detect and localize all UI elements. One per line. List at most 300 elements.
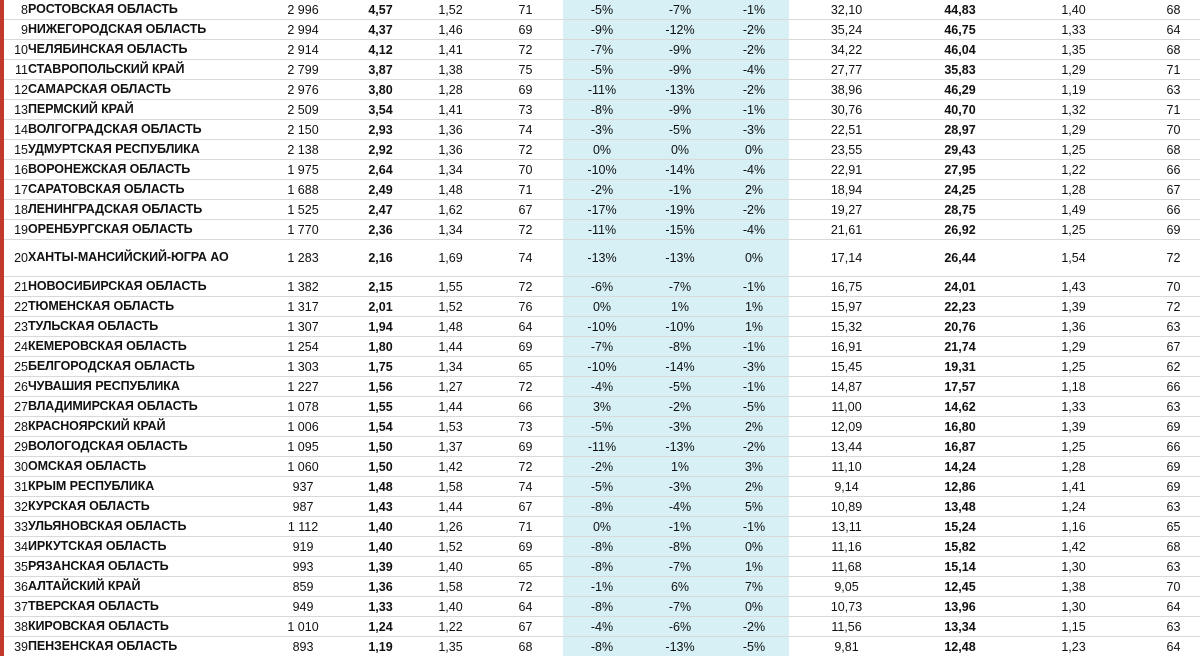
cell-value-6: 24,01 xyxy=(904,277,1016,297)
cell-rank: 26 xyxy=(0,377,28,397)
cell-region: ОМСКАЯ ОБЛАСТЬ xyxy=(28,457,258,477)
cell-percent-3: -1% xyxy=(719,277,789,297)
table-row[interactable] xyxy=(0,40,1200,60)
cell-value-8: 69 xyxy=(1131,457,1200,477)
cell-value-1: 1 307 xyxy=(258,317,348,337)
cell-value-8: 67 xyxy=(1131,180,1200,200)
cell-value-8: 63 xyxy=(1131,397,1200,417)
cell-value-4: 74 xyxy=(488,477,563,497)
cell-value-1: 2 996 xyxy=(258,0,348,20)
cell-percent-3: -1% xyxy=(719,100,789,120)
cell-value-5: 13,44 xyxy=(789,437,904,457)
cell-value-7: 1,42 xyxy=(1016,537,1131,557)
table-row[interactable] xyxy=(0,417,1200,437)
cell-percent-3: -1% xyxy=(719,517,789,537)
cell-value-6: 13,48 xyxy=(904,497,1016,517)
cell-rank: 29 xyxy=(0,437,28,457)
cell-value-5: 13,11 xyxy=(789,517,904,537)
cell-value-5: 11,56 xyxy=(789,617,904,637)
cell-value-4: 72 xyxy=(488,40,563,60)
cell-percent-3: 2% xyxy=(719,417,789,437)
cell-rank: 32 xyxy=(0,497,28,517)
cell-value-4: 75 xyxy=(488,60,563,80)
cell-value-4: 72 xyxy=(488,220,563,240)
cell-value-7: 1,29 xyxy=(1016,120,1131,140)
cell-region: ЧЕЛЯБИНСКАЯ ОБЛАСТЬ xyxy=(28,40,258,60)
cell-value-2: 3,80 xyxy=(348,80,413,100)
cell-value-3: 1,46 xyxy=(413,20,488,40)
cell-region: КРЫМ РЕСПУБЛИКА xyxy=(28,477,258,497)
cell-value-2: 2,92 xyxy=(348,140,413,160)
cell-value-2: 1,43 xyxy=(348,497,413,517)
cell-rank: 17 xyxy=(0,180,28,200)
cell-value-8: 70 xyxy=(1131,277,1200,297)
cell-percent-1: -8% xyxy=(563,637,641,656)
table-row[interactable] xyxy=(0,577,1200,597)
cell-value-1: 1 060 xyxy=(258,457,348,477)
cell-percent-2: 1% xyxy=(641,297,719,317)
cell-percent-3: -3% xyxy=(719,120,789,140)
cell-value-7: 1,15 xyxy=(1016,617,1131,637)
cell-region: РЯЗАНСКАЯ ОБЛАСТЬ xyxy=(28,557,258,577)
cell-value-2: 1,40 xyxy=(348,537,413,557)
cell-value-4: 69 xyxy=(488,437,563,457)
cell-value-7: 1,40 xyxy=(1016,0,1131,20)
cell-percent-2: -9% xyxy=(641,60,719,80)
cell-percent-3: 0% xyxy=(719,240,789,277)
table-row[interactable] xyxy=(0,140,1200,160)
cell-region: РОСТОВСКАЯ ОБЛАСТЬ xyxy=(28,0,258,20)
cell-percent-3: -2% xyxy=(719,200,789,220)
cell-value-2: 1,55 xyxy=(348,397,413,417)
cell-value-3: 1,36 xyxy=(413,140,488,160)
cell-value-4: 68 xyxy=(488,637,563,656)
cell-value-5: 11,00 xyxy=(789,397,904,417)
cell-value-6: 12,86 xyxy=(904,477,1016,497)
cell-value-8: 64 xyxy=(1131,20,1200,40)
cell-value-6: 13,34 xyxy=(904,617,1016,637)
cell-region: ТВЕРСКАЯ ОБЛАСТЬ xyxy=(28,597,258,617)
cell-value-5: 23,55 xyxy=(789,140,904,160)
cell-value-5: 15,45 xyxy=(789,357,904,377)
cell-value-3: 1,44 xyxy=(413,497,488,517)
cell-value-5: 16,75 xyxy=(789,277,904,297)
cell-value-3: 1,52 xyxy=(413,0,488,20)
table-row[interactable] xyxy=(0,240,1200,277)
cell-value-8: 72 xyxy=(1131,297,1200,317)
cell-value-1: 2 994 xyxy=(258,20,348,40)
cell-value-3: 1,42 xyxy=(413,457,488,477)
cell-percent-2: -12% xyxy=(641,20,719,40)
cell-percent-3: 7% xyxy=(719,577,789,597)
cell-value-4: 66 xyxy=(488,397,563,417)
cell-value-3: 1,34 xyxy=(413,220,488,240)
cell-percent-1: -10% xyxy=(563,357,641,377)
cell-region: ПЕНЗЕНСКАЯ ОБЛАСТЬ xyxy=(28,637,258,656)
cell-rank: 38 xyxy=(0,617,28,637)
cell-region: САМАРСКАЯ ОБЛАСТЬ xyxy=(28,80,258,100)
cell-value-6: 16,87 xyxy=(904,437,1016,457)
cell-value-8: 63 xyxy=(1131,617,1200,637)
cell-value-2: 1,24 xyxy=(348,617,413,637)
cell-region: ВЛАДИМИРСКАЯ ОБЛАСТЬ xyxy=(28,397,258,417)
cell-percent-2: -15% xyxy=(641,220,719,240)
cell-value-5: 12,09 xyxy=(789,417,904,437)
cell-value-3: 1,58 xyxy=(413,477,488,497)
cell-rank: 21 xyxy=(0,277,28,297)
cell-rank: 35 xyxy=(0,557,28,577)
cell-value-7: 1,32 xyxy=(1016,100,1131,120)
cell-value-5: 34,22 xyxy=(789,40,904,60)
cell-value-4: 74 xyxy=(488,120,563,140)
cell-value-7: 1,25 xyxy=(1016,437,1131,457)
cell-value-1: 987 xyxy=(258,497,348,517)
cell-percent-1: -3% xyxy=(563,120,641,140)
cell-value-7: 1,25 xyxy=(1016,357,1131,377)
cell-percent-2: -14% xyxy=(641,357,719,377)
cell-value-6: 46,29 xyxy=(904,80,1016,100)
cell-value-3: 1,44 xyxy=(413,337,488,357)
cell-region: ИРКУТСКАЯ ОБЛАСТЬ xyxy=(28,537,258,557)
cell-value-7: 1,30 xyxy=(1016,597,1131,617)
cell-value-2: 2,64 xyxy=(348,160,413,180)
table-row[interactable] xyxy=(0,80,1200,100)
cell-percent-2: -19% xyxy=(641,200,719,220)
cell-region: КЕМЕРОВСКАЯ ОБЛАСТЬ xyxy=(28,337,258,357)
cell-value-8: 64 xyxy=(1131,597,1200,617)
cell-value-2: 3,87 xyxy=(348,60,413,80)
cell-rank: 27 xyxy=(0,397,28,417)
cell-rank: 33 xyxy=(0,517,28,537)
cell-rank: 13 xyxy=(0,100,28,120)
cell-percent-3: -4% xyxy=(719,160,789,180)
cell-value-8: 69 xyxy=(1131,477,1200,497)
cell-rank: 23 xyxy=(0,317,28,337)
cell-percent-1: -8% xyxy=(563,537,641,557)
cell-value-4: 72 xyxy=(488,377,563,397)
cell-percent-3: 1% xyxy=(719,317,789,337)
cell-value-2: 4,37 xyxy=(348,20,413,40)
cell-value-7: 1,33 xyxy=(1016,397,1131,417)
cell-value-4: 72 xyxy=(488,457,563,477)
cell-value-3: 1,55 xyxy=(413,277,488,297)
cell-percent-2: 6% xyxy=(641,577,719,597)
cell-region: УДМУРТСКАЯ РЕСПУБЛИКА xyxy=(28,140,258,160)
cell-value-8: 68 xyxy=(1131,0,1200,20)
cell-value-4: 73 xyxy=(488,417,563,437)
table-row[interactable] xyxy=(0,437,1200,457)
cell-value-7: 1,39 xyxy=(1016,297,1131,317)
cell-percent-1: -8% xyxy=(563,497,641,517)
cell-value-1: 2 138 xyxy=(258,140,348,160)
cell-value-4: 69 xyxy=(488,80,563,100)
cell-rank: 15 xyxy=(0,140,28,160)
cell-value-6: 14,62 xyxy=(904,397,1016,417)
cell-percent-3: 2% xyxy=(719,180,789,200)
cell-value-5: 21,61 xyxy=(789,220,904,240)
table-row[interactable] xyxy=(0,357,1200,377)
cell-value-7: 1,16 xyxy=(1016,517,1131,537)
table-row[interactable] xyxy=(0,477,1200,497)
cell-value-2: 1,50 xyxy=(348,437,413,457)
cell-value-3: 1,44 xyxy=(413,397,488,417)
cell-value-3: 1,34 xyxy=(413,160,488,180)
cell-percent-3: 2% xyxy=(719,477,789,497)
cell-value-6: 46,75 xyxy=(904,20,1016,40)
cell-value-2: 4,57 xyxy=(348,0,413,20)
cell-value-7: 1,43 xyxy=(1016,277,1131,297)
cell-region: САРАТОВСКАЯ ОБЛАСТЬ xyxy=(28,180,258,200)
cell-value-5: 11,68 xyxy=(789,557,904,577)
cell-value-8: 66 xyxy=(1131,160,1200,180)
cell-percent-3: 0% xyxy=(719,140,789,160)
cell-value-7: 1,33 xyxy=(1016,20,1131,40)
cell-value-5: 22,51 xyxy=(789,120,904,140)
table-row[interactable] xyxy=(0,457,1200,477)
cell-percent-2: 0% xyxy=(641,140,719,160)
table-row[interactable] xyxy=(0,617,1200,637)
table-row[interactable] xyxy=(0,277,1200,297)
cell-value-1: 1 095 xyxy=(258,437,348,457)
cell-value-3: 1,22 xyxy=(413,617,488,637)
cell-rank: 22 xyxy=(0,297,28,317)
cell-value-6: 16,80 xyxy=(904,417,1016,437)
cell-rank: 20 xyxy=(0,240,28,277)
cell-value-6: 12,48 xyxy=(904,637,1016,656)
cell-value-3: 1,48 xyxy=(413,180,488,200)
cell-value-8: 66 xyxy=(1131,377,1200,397)
cell-value-2: 2,49 xyxy=(348,180,413,200)
cell-percent-1: 0% xyxy=(563,297,641,317)
cell-percent-3: 1% xyxy=(719,557,789,577)
cell-percent-3: 1% xyxy=(719,297,789,317)
cell-value-6: 28,97 xyxy=(904,120,1016,140)
cell-value-7: 1,54 xyxy=(1016,240,1131,277)
cell-value-1: 2 150 xyxy=(258,120,348,140)
cell-percent-2: -6% xyxy=(641,617,719,637)
cell-value-5: 19,27 xyxy=(789,200,904,220)
cell-value-3: 1,48 xyxy=(413,317,488,337)
cell-percent-2: -10% xyxy=(641,317,719,337)
cell-value-8: 67 xyxy=(1131,337,1200,357)
cell-value-5: 18,94 xyxy=(789,180,904,200)
cell-region: ВОЛГОГРАДСКАЯ ОБЛАСТЬ xyxy=(28,120,258,140)
cell-value-7: 1,49 xyxy=(1016,200,1131,220)
cell-rank: 9 xyxy=(0,20,28,40)
cell-region: НОВОСИБИРСКАЯ ОБЛАСТЬ xyxy=(28,277,258,297)
cell-value-7: 1,22 xyxy=(1016,160,1131,180)
cell-rank: 25 xyxy=(0,357,28,377)
table-row[interactable] xyxy=(0,637,1200,656)
cell-percent-2: -3% xyxy=(641,477,719,497)
cell-percent-3: 0% xyxy=(719,537,789,557)
cell-percent-1: -1% xyxy=(563,577,641,597)
cell-percent-2: -3% xyxy=(641,417,719,437)
cell-value-7: 1,28 xyxy=(1016,457,1131,477)
cell-percent-1: -5% xyxy=(563,0,641,20)
cell-value-5: 11,16 xyxy=(789,537,904,557)
cell-value-3: 1,28 xyxy=(413,80,488,100)
cell-rank: 28 xyxy=(0,417,28,437)
cell-percent-2: -9% xyxy=(641,40,719,60)
cell-percent-1: -8% xyxy=(563,557,641,577)
cell-value-3: 1,40 xyxy=(413,557,488,577)
table-row[interactable] xyxy=(0,100,1200,120)
cell-percent-1: -10% xyxy=(563,160,641,180)
cell-value-5: 14,87 xyxy=(789,377,904,397)
cell-value-8: 62 xyxy=(1131,357,1200,377)
cell-percent-1: -4% xyxy=(563,377,641,397)
cell-region: КУРСКАЯ ОБЛАСТЬ xyxy=(28,497,258,517)
cell-value-3: 1,41 xyxy=(413,100,488,120)
table-row[interactable] xyxy=(0,537,1200,557)
cell-value-8: 63 xyxy=(1131,80,1200,100)
cell-value-1: 1 688 xyxy=(258,180,348,200)
cell-percent-2: -8% xyxy=(641,537,719,557)
cell-value-6: 14,24 xyxy=(904,457,1016,477)
cell-value-2: 2,01 xyxy=(348,297,413,317)
cell-value-4: 65 xyxy=(488,557,563,577)
cell-value-1: 949 xyxy=(258,597,348,617)
cell-value-2: 2,47 xyxy=(348,200,413,220)
cell-value-5: 27,77 xyxy=(789,60,904,80)
cell-value-8: 70 xyxy=(1131,577,1200,597)
cell-percent-3: -2% xyxy=(719,437,789,457)
cell-percent-1: 3% xyxy=(563,397,641,417)
cell-percent-3: -4% xyxy=(719,60,789,80)
cell-value-6: 12,45 xyxy=(904,577,1016,597)
cell-value-1: 893 xyxy=(258,637,348,656)
cell-value-8: 63 xyxy=(1131,497,1200,517)
cell-value-6: 22,23 xyxy=(904,297,1016,317)
cell-value-6: 35,83 xyxy=(904,60,1016,80)
cell-value-1: 993 xyxy=(258,557,348,577)
cell-value-8: 64 xyxy=(1131,637,1200,656)
table-row[interactable] xyxy=(0,377,1200,397)
cell-value-2: 4,12 xyxy=(348,40,413,60)
cell-percent-1: -8% xyxy=(563,100,641,120)
cell-value-7: 1,25 xyxy=(1016,220,1131,240)
cell-value-3: 1,36 xyxy=(413,120,488,140)
cell-value-4: 65 xyxy=(488,357,563,377)
table-row[interactable] xyxy=(0,497,1200,517)
cell-region: ВОРОНЕЖСКАЯ ОБЛАСТЬ xyxy=(28,160,258,180)
cell-value-8: 68 xyxy=(1131,537,1200,557)
cell-value-5: 22,91 xyxy=(789,160,904,180)
cell-value-7: 1,30 xyxy=(1016,557,1131,577)
cell-percent-1: -5% xyxy=(563,417,641,437)
table-row[interactable] xyxy=(0,20,1200,40)
cell-value-8: 65 xyxy=(1131,517,1200,537)
cell-value-3: 1,58 xyxy=(413,577,488,597)
cell-value-5: 15,97 xyxy=(789,297,904,317)
cell-value-4: 71 xyxy=(488,0,563,20)
cell-value-3: 1,69 xyxy=(413,240,488,277)
table-row[interactable] xyxy=(0,317,1200,337)
cell-value-7: 1,23 xyxy=(1016,637,1131,656)
cell-value-6: 20,76 xyxy=(904,317,1016,337)
cell-percent-2: 1% xyxy=(641,457,719,477)
table-row[interactable] xyxy=(0,220,1200,240)
cell-value-8: 68 xyxy=(1131,140,1200,160)
cell-value-5: 9,05 xyxy=(789,577,904,597)
cell-percent-2: -8% xyxy=(641,337,719,357)
table-row[interactable] xyxy=(0,120,1200,140)
cell-percent-1: -9% xyxy=(563,20,641,40)
cell-percent-2: -13% xyxy=(641,637,719,656)
cell-value-5: 30,76 xyxy=(789,100,904,120)
table-row[interactable] xyxy=(0,517,1200,537)
cell-region: НИЖЕГОРОДСКАЯ ОБЛАСТЬ xyxy=(28,20,258,40)
cell-value-1: 2 509 xyxy=(258,100,348,120)
cell-value-8: 66 xyxy=(1131,437,1200,457)
table-row[interactable] xyxy=(0,397,1200,417)
cell-value-1: 1 112 xyxy=(258,517,348,537)
cell-region: ПЕРМСКИЙ КРАЙ xyxy=(28,100,258,120)
cell-value-4: 72 xyxy=(488,277,563,297)
table-row[interactable] xyxy=(0,160,1200,180)
cell-value-1: 1 006 xyxy=(258,417,348,437)
table-row[interactable] xyxy=(0,297,1200,317)
cell-rank: 16 xyxy=(0,160,28,180)
cell-rank: 30 xyxy=(0,457,28,477)
cell-value-1: 1 303 xyxy=(258,357,348,377)
cell-region: ЛЕНИНГРАДСКАЯ ОБЛАСТЬ xyxy=(28,200,258,220)
cell-value-1: 1 525 xyxy=(258,200,348,220)
cell-percent-2: -7% xyxy=(641,0,719,20)
cell-value-1: 1 382 xyxy=(258,277,348,297)
cell-value-4: 73 xyxy=(488,100,563,120)
cell-value-5: 32,10 xyxy=(789,0,904,20)
cell-value-6: 17,57 xyxy=(904,377,1016,397)
table-row[interactable] xyxy=(0,337,1200,357)
cell-value-5: 9,81 xyxy=(789,637,904,656)
cell-value-5: 15,32 xyxy=(789,317,904,337)
cell-value-1: 859 xyxy=(258,577,348,597)
cell-value-5: 11,10 xyxy=(789,457,904,477)
cell-value-2: 1,40 xyxy=(348,517,413,537)
table-row[interactable] xyxy=(0,180,1200,200)
cell-value-4: 70 xyxy=(488,160,563,180)
cell-value-1: 937 xyxy=(258,477,348,497)
cell-percent-3: -2% xyxy=(719,40,789,60)
cell-percent-2: -9% xyxy=(641,100,719,120)
cell-percent-1: -11% xyxy=(563,80,641,100)
cell-percent-2: -13% xyxy=(641,240,719,277)
cell-value-5: 9,14 xyxy=(789,477,904,497)
cell-value-6: 44,83 xyxy=(904,0,1016,20)
cell-value-2: 1,19 xyxy=(348,637,413,656)
cell-value-5: 17,14 xyxy=(789,240,904,277)
table-row[interactable] xyxy=(0,60,1200,80)
cell-value-3: 1,27 xyxy=(413,377,488,397)
cell-region: УЛЬЯНОВСКАЯ ОБЛАСТЬ xyxy=(28,517,258,537)
cell-percent-1: -5% xyxy=(563,477,641,497)
table-row[interactable] xyxy=(0,557,1200,577)
cell-value-6: 21,74 xyxy=(904,337,1016,357)
cell-value-5: 10,73 xyxy=(789,597,904,617)
cell-percent-2: -14% xyxy=(641,160,719,180)
cell-value-3: 1,41 xyxy=(413,40,488,60)
cell-value-7: 1,29 xyxy=(1016,60,1131,80)
cell-rank: 34 xyxy=(0,537,28,557)
table-row[interactable] xyxy=(0,0,1200,20)
cell-value-8: 71 xyxy=(1131,60,1200,80)
cell-percent-1: -11% xyxy=(563,437,641,457)
cell-percent-2: -7% xyxy=(641,277,719,297)
table-row[interactable] xyxy=(0,200,1200,220)
cell-value-2: 1,33 xyxy=(348,597,413,617)
